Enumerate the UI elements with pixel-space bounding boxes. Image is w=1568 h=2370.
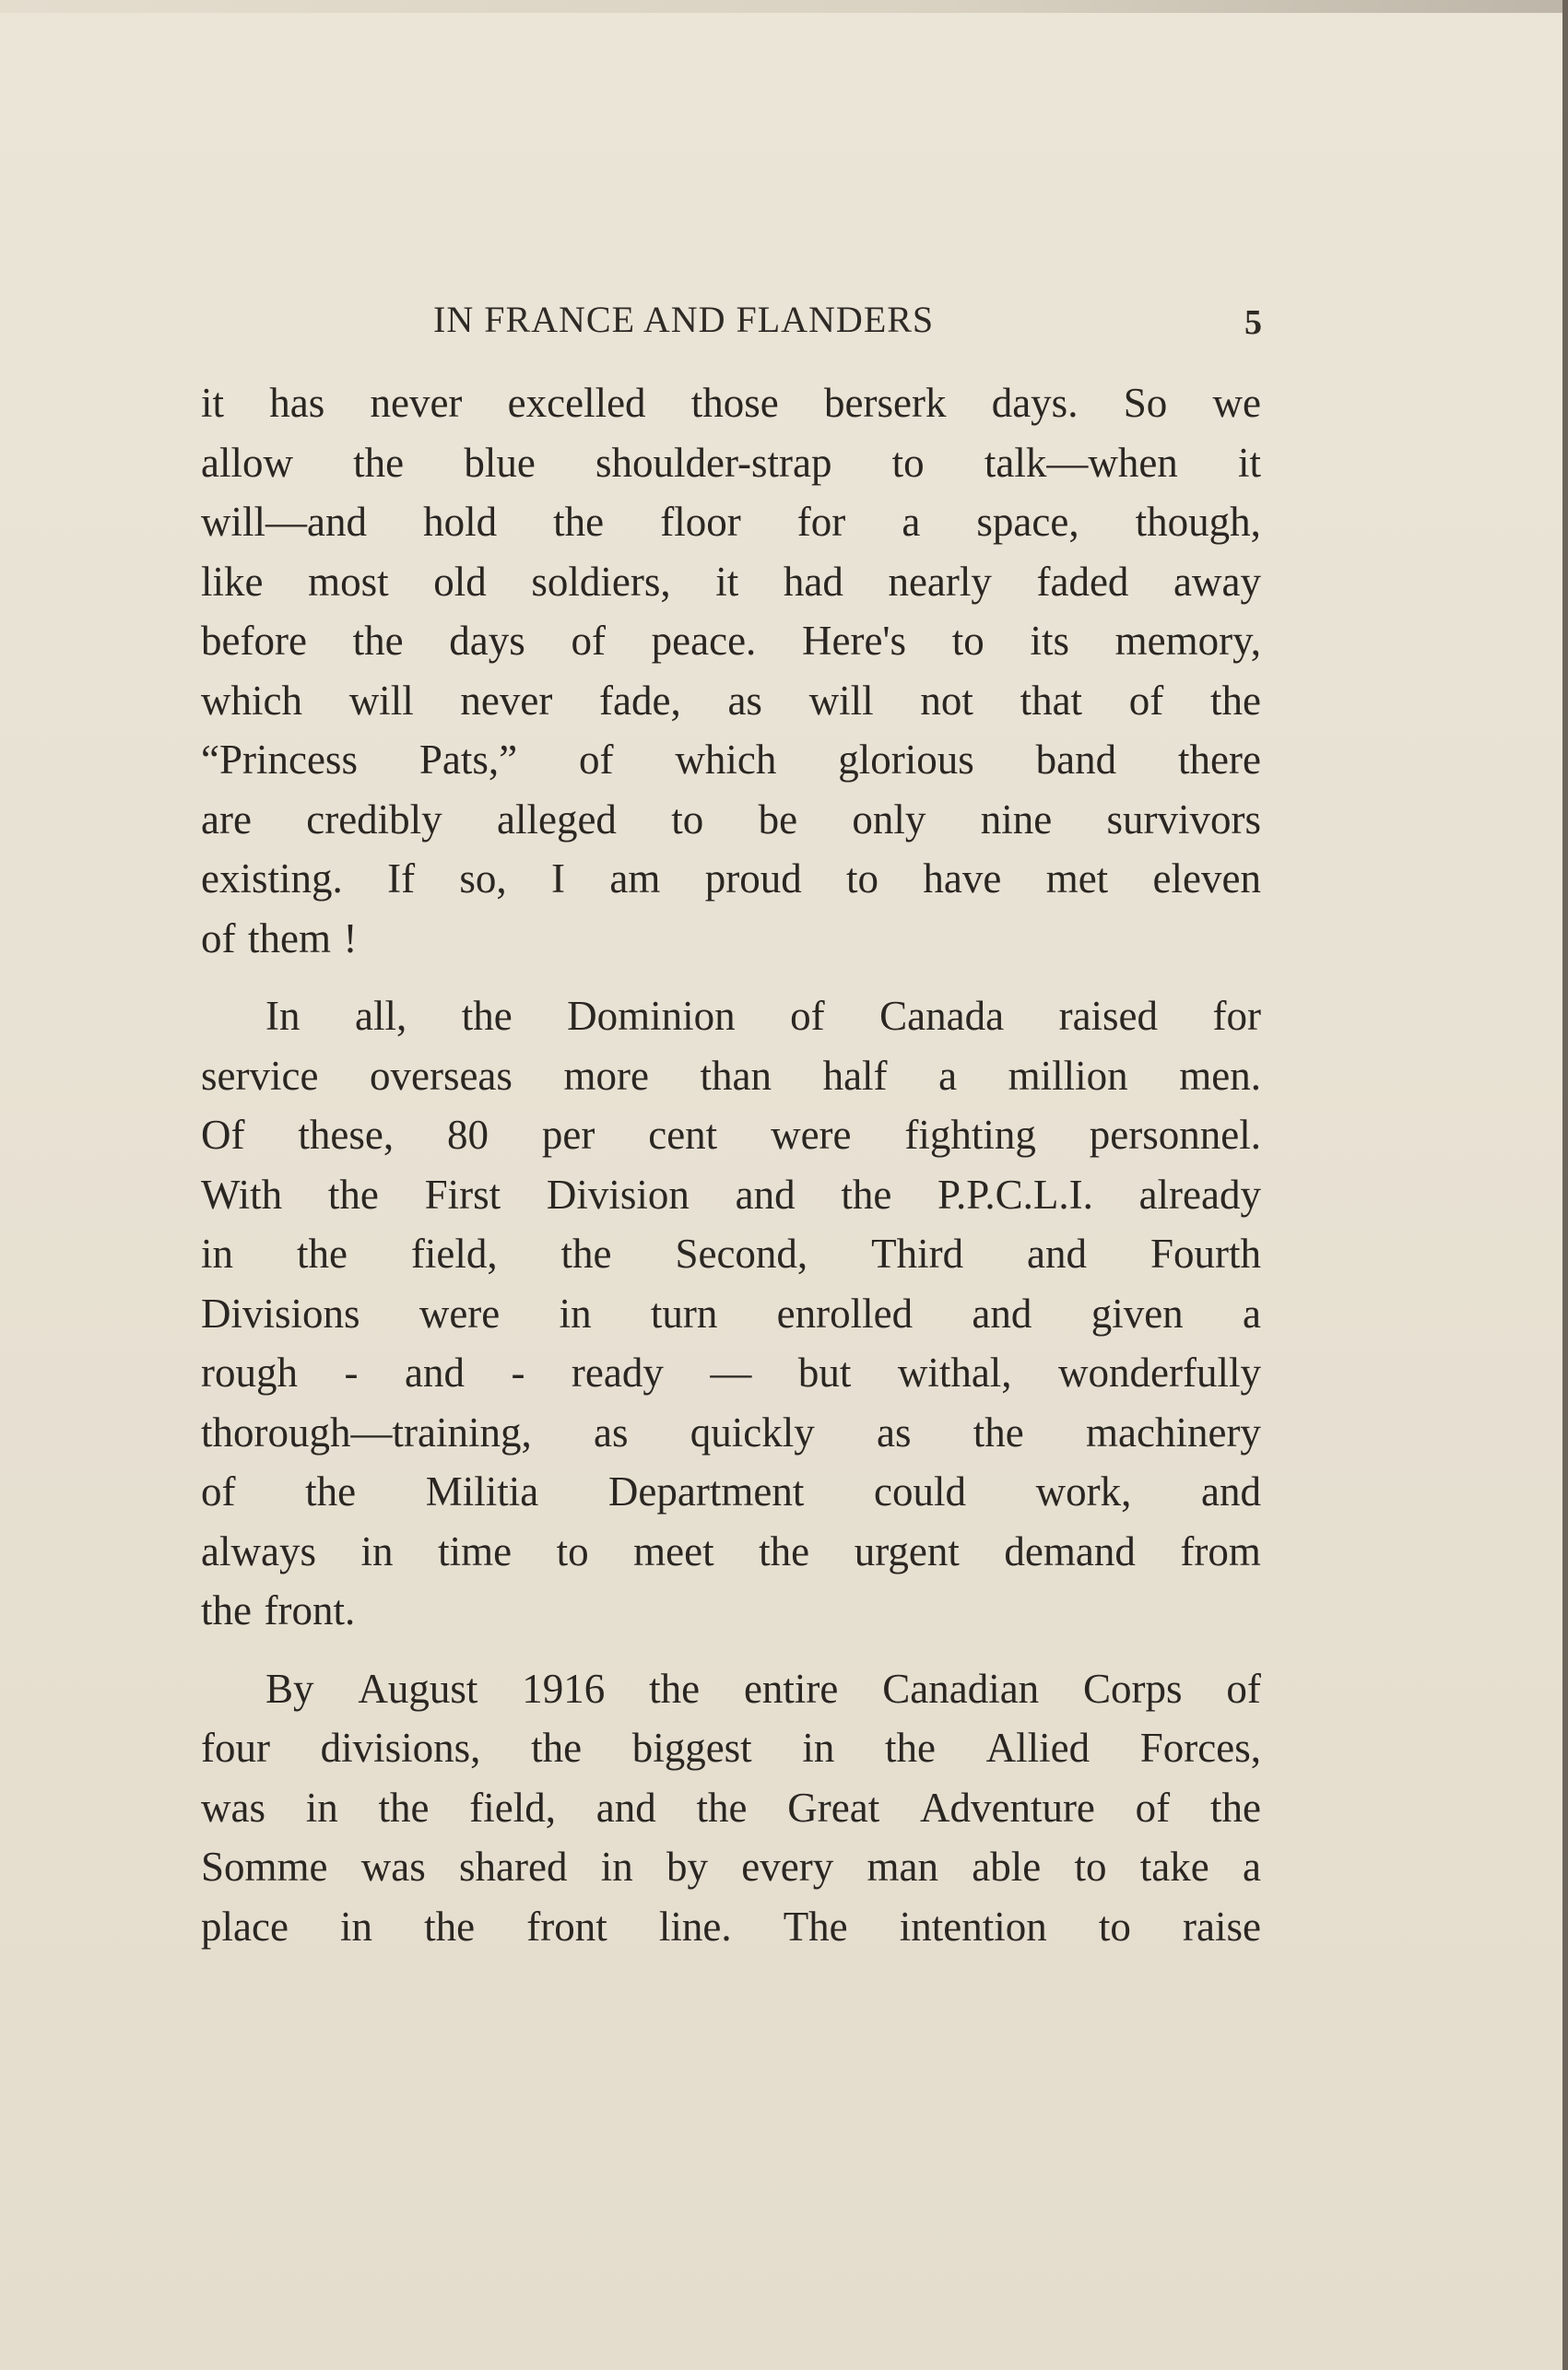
word: to xyxy=(846,855,879,902)
word: Forces, xyxy=(1139,1725,1261,1771)
word: the xyxy=(973,1409,1024,1456)
word: were xyxy=(771,1112,852,1158)
word: August xyxy=(358,1665,478,1712)
word: will xyxy=(348,677,414,724)
word: shoulder-strap xyxy=(595,439,832,486)
word: a xyxy=(902,499,921,545)
word: space, xyxy=(976,499,1079,545)
word: to xyxy=(1074,1844,1107,1890)
word: and xyxy=(972,1290,1032,1337)
word: fighting xyxy=(904,1112,1036,1158)
word: were xyxy=(419,1290,501,1337)
word: so, xyxy=(459,855,507,902)
word: of xyxy=(1128,677,1164,724)
text-line xyxy=(201,1778,1261,1838)
word: of xyxy=(1135,1784,1171,1831)
word: in xyxy=(305,1784,338,1831)
word: time xyxy=(438,1527,513,1574)
word: men. xyxy=(1179,1052,1261,1099)
word: divisions, xyxy=(320,1725,481,1771)
word: will—and xyxy=(201,499,367,545)
word: ready xyxy=(571,1350,664,1396)
word: intention xyxy=(899,1903,1047,1950)
word: withal, xyxy=(897,1350,1012,1396)
word: and xyxy=(595,1784,656,1831)
word: Of xyxy=(201,1112,245,1158)
word: it xyxy=(201,380,225,426)
word: a xyxy=(938,1052,958,1099)
word: those xyxy=(690,380,779,426)
word: memory, xyxy=(1114,618,1261,664)
text-line xyxy=(201,1718,1261,1778)
word: half xyxy=(822,1052,888,1099)
word: we xyxy=(1212,380,1261,426)
word: has xyxy=(269,380,325,426)
word: machinery xyxy=(1086,1409,1261,1456)
word: as xyxy=(877,1409,912,1456)
word: the xyxy=(553,499,605,545)
text-line xyxy=(201,552,1261,612)
word: biggest xyxy=(631,1725,752,1771)
word: the xyxy=(1209,677,1261,724)
word: floor xyxy=(660,499,741,545)
word: from xyxy=(1180,1527,1261,1574)
word: Corps xyxy=(1083,1665,1183,1712)
word: blue xyxy=(464,439,536,486)
word: 80 xyxy=(446,1112,489,1158)
running-header xyxy=(433,298,1281,353)
word: allow xyxy=(201,439,293,486)
word: soldiers, xyxy=(531,558,671,605)
word: personnel. xyxy=(1089,1112,1261,1158)
body-text xyxy=(201,373,1261,1956)
text-line xyxy=(201,611,1261,671)
text-line xyxy=(201,1897,1261,1957)
word: not xyxy=(920,677,973,724)
word: the xyxy=(884,1725,936,1771)
word: to xyxy=(891,439,925,486)
word: nearly xyxy=(888,558,992,605)
word: berserk xyxy=(824,380,947,426)
word: Divisions xyxy=(201,1290,360,1337)
word: in xyxy=(340,1903,373,1950)
paragraph xyxy=(201,986,1261,1641)
word: only xyxy=(852,796,926,843)
text-line xyxy=(201,1105,1261,1165)
word: am xyxy=(609,855,661,902)
word: of xyxy=(201,914,236,961)
word: Militia xyxy=(425,1468,539,1515)
text-line xyxy=(201,373,1261,433)
word: but xyxy=(797,1350,852,1396)
word: proud xyxy=(704,855,802,902)
text-line xyxy=(201,986,1261,1046)
text-line xyxy=(201,433,1261,493)
word: Second, xyxy=(675,1231,808,1277)
text-line xyxy=(201,1403,1261,1463)
word: was xyxy=(201,1784,265,1831)
word: Fourth xyxy=(1149,1231,1261,1277)
text-line xyxy=(201,1522,1261,1582)
word: four xyxy=(201,1725,270,1771)
word: the xyxy=(296,1231,348,1277)
word: to xyxy=(951,618,984,664)
word: in xyxy=(802,1725,835,1771)
word: “Princess xyxy=(201,737,358,783)
word: the xyxy=(352,618,404,664)
word: ! xyxy=(343,914,358,961)
word: old xyxy=(433,558,487,605)
word: Dominion xyxy=(567,993,736,1039)
running-title: IN FRANCE AND FLANDERS xyxy=(433,299,935,340)
word: for xyxy=(796,499,846,545)
word: be xyxy=(758,796,798,843)
word: most xyxy=(308,558,389,605)
word: like xyxy=(201,558,264,605)
word: Adventure xyxy=(919,1784,1095,1831)
word: Here's xyxy=(802,618,907,664)
word: the xyxy=(305,1468,357,1515)
word: in xyxy=(201,1231,234,1277)
word: of xyxy=(201,1468,236,1515)
word: enrolled xyxy=(776,1290,914,1337)
word: the xyxy=(841,1171,892,1218)
word: days xyxy=(449,618,525,664)
word: a xyxy=(1242,1844,1261,1890)
word: Somme xyxy=(201,1844,328,1890)
word: of xyxy=(579,737,614,783)
word: away xyxy=(1173,558,1261,605)
text-line xyxy=(201,1581,1261,1641)
word: place xyxy=(201,1903,289,1950)
word: take xyxy=(1139,1844,1209,1890)
word: band xyxy=(1035,737,1117,783)
word: to xyxy=(1098,1903,1131,1950)
word: the xyxy=(327,1171,379,1218)
text-line xyxy=(201,1165,1261,1225)
word: already xyxy=(1138,1171,1261,1218)
word: - xyxy=(344,1350,359,1396)
word: the xyxy=(378,1784,430,1831)
word: always xyxy=(201,1527,316,1574)
word: it xyxy=(715,558,739,605)
word: the xyxy=(201,1587,252,1633)
word: Pats,” xyxy=(419,737,518,783)
word: these, xyxy=(298,1112,395,1158)
word: line. xyxy=(658,1903,732,1950)
text-line xyxy=(201,1837,1261,1897)
word: talk—when xyxy=(984,439,1178,486)
word: the xyxy=(696,1784,748,1831)
word: it xyxy=(1237,439,1261,486)
word: Great xyxy=(787,1784,880,1831)
text-line xyxy=(201,1343,1261,1403)
word: the xyxy=(649,1665,701,1712)
word: the xyxy=(424,1903,476,1950)
word: quickly xyxy=(690,1409,815,1456)
text-line xyxy=(201,1284,1261,1344)
word: front xyxy=(526,1903,607,1950)
word: in xyxy=(559,1290,592,1337)
word: and xyxy=(1200,1468,1261,1515)
word: excelled xyxy=(507,380,646,426)
word: more xyxy=(563,1052,649,1099)
word: thorough—training, xyxy=(201,1409,532,1456)
word: entire xyxy=(743,1665,839,1712)
word: overseas xyxy=(369,1052,513,1099)
word: the xyxy=(353,439,405,486)
word: and xyxy=(735,1171,796,1218)
word: service xyxy=(201,1052,319,1099)
word: I xyxy=(551,855,566,902)
word: every xyxy=(741,1844,834,1890)
word: that xyxy=(1020,677,1083,724)
word: though, xyxy=(1135,499,1261,545)
word: was xyxy=(360,1844,426,1890)
word: cent xyxy=(648,1112,718,1158)
word: turn xyxy=(650,1290,718,1337)
word: nine xyxy=(980,796,1053,843)
word: are xyxy=(201,796,252,843)
word: million xyxy=(1008,1052,1128,1099)
word: for xyxy=(1212,993,1261,1039)
word: never xyxy=(460,677,553,724)
word: existing. xyxy=(201,855,343,902)
word: its xyxy=(1030,618,1069,664)
word: Canada xyxy=(879,993,1005,1039)
text-line xyxy=(201,671,1261,731)
page-top-edge xyxy=(0,0,1568,13)
word: which xyxy=(201,677,302,724)
word: shared xyxy=(459,1844,568,1890)
word: survivors xyxy=(1106,796,1261,843)
word: the xyxy=(560,1231,612,1277)
word: days. xyxy=(991,380,1079,426)
word: eleven xyxy=(1152,855,1261,902)
word: man xyxy=(867,1844,938,1890)
word: The xyxy=(783,1903,848,1950)
word: had xyxy=(783,558,843,605)
word: credibly xyxy=(306,796,442,843)
word: the xyxy=(1209,1784,1261,1831)
word: Division xyxy=(546,1171,690,1218)
word: urgent xyxy=(854,1527,960,1574)
paragraph xyxy=(201,373,1261,968)
word: Third xyxy=(871,1231,964,1277)
word: — xyxy=(710,1350,752,1396)
word: field, xyxy=(469,1784,556,1831)
word: raised xyxy=(1058,993,1159,1039)
word: P.P.C.L.I. xyxy=(937,1171,1093,1218)
word: by xyxy=(666,1844,709,1890)
word: never xyxy=(370,380,463,426)
word: If xyxy=(387,855,416,902)
text-line xyxy=(201,1046,1261,1106)
word: Canadian xyxy=(882,1665,1040,1712)
word: wonderfully xyxy=(1058,1350,1261,1396)
word: per xyxy=(541,1112,595,1158)
word: have xyxy=(923,855,1002,902)
text-line xyxy=(201,909,1261,969)
word: 1916 xyxy=(522,1665,606,1712)
text-line xyxy=(201,849,1261,909)
word: raise xyxy=(1182,1903,1261,1950)
word: glorious xyxy=(838,737,974,783)
word: Allied xyxy=(985,1725,1091,1771)
word: given xyxy=(1091,1290,1184,1337)
text-line xyxy=(201,1224,1261,1284)
word: all, xyxy=(354,993,407,1039)
word: there xyxy=(1178,737,1261,783)
word: So xyxy=(1123,380,1168,426)
word: demand xyxy=(1004,1527,1136,1574)
paragraph xyxy=(201,1659,1261,1957)
word: hold xyxy=(423,499,498,545)
text-line xyxy=(201,492,1261,552)
word: front. xyxy=(264,1587,356,1633)
word: them xyxy=(248,914,331,961)
word: With xyxy=(201,1171,283,1218)
word: able xyxy=(972,1844,1042,1890)
word: which xyxy=(675,737,777,783)
page-number: 5 xyxy=(1244,303,1262,342)
word: met xyxy=(1045,855,1109,902)
text-line xyxy=(201,1462,1261,1522)
word: In xyxy=(265,993,301,1039)
word: in xyxy=(360,1527,394,1574)
word: work, xyxy=(1035,1468,1132,1515)
word: faded xyxy=(1036,558,1129,605)
word: First xyxy=(424,1171,501,1218)
word: of xyxy=(571,618,606,664)
word: the xyxy=(759,1527,810,1574)
word: a xyxy=(1242,1290,1261,1337)
word: could xyxy=(873,1468,966,1515)
text-line xyxy=(201,790,1261,850)
word: as xyxy=(593,1409,629,1456)
word: to xyxy=(671,796,704,843)
word: the xyxy=(531,1725,583,1771)
word: peace. xyxy=(651,618,757,664)
word: the xyxy=(461,993,513,1039)
word: will xyxy=(808,677,874,724)
word: before xyxy=(201,618,307,664)
word: and xyxy=(404,1350,465,1396)
word: Department xyxy=(607,1468,805,1515)
word: as xyxy=(727,677,762,724)
word: - xyxy=(511,1350,525,1396)
word: alleged xyxy=(497,796,617,843)
word: to xyxy=(556,1527,589,1574)
word: in xyxy=(600,1844,633,1890)
word: rough xyxy=(201,1350,298,1396)
page-right-edge xyxy=(1562,0,1568,2370)
word: fade, xyxy=(599,677,681,724)
word: and xyxy=(1027,1231,1088,1277)
text-line xyxy=(201,730,1261,790)
word: than xyxy=(700,1052,772,1099)
word: By xyxy=(265,1665,314,1712)
word: of xyxy=(1226,1665,1261,1712)
text-line xyxy=(201,1659,1261,1719)
word: of xyxy=(790,993,825,1039)
word: field, xyxy=(410,1231,498,1277)
word: meet xyxy=(633,1527,714,1574)
